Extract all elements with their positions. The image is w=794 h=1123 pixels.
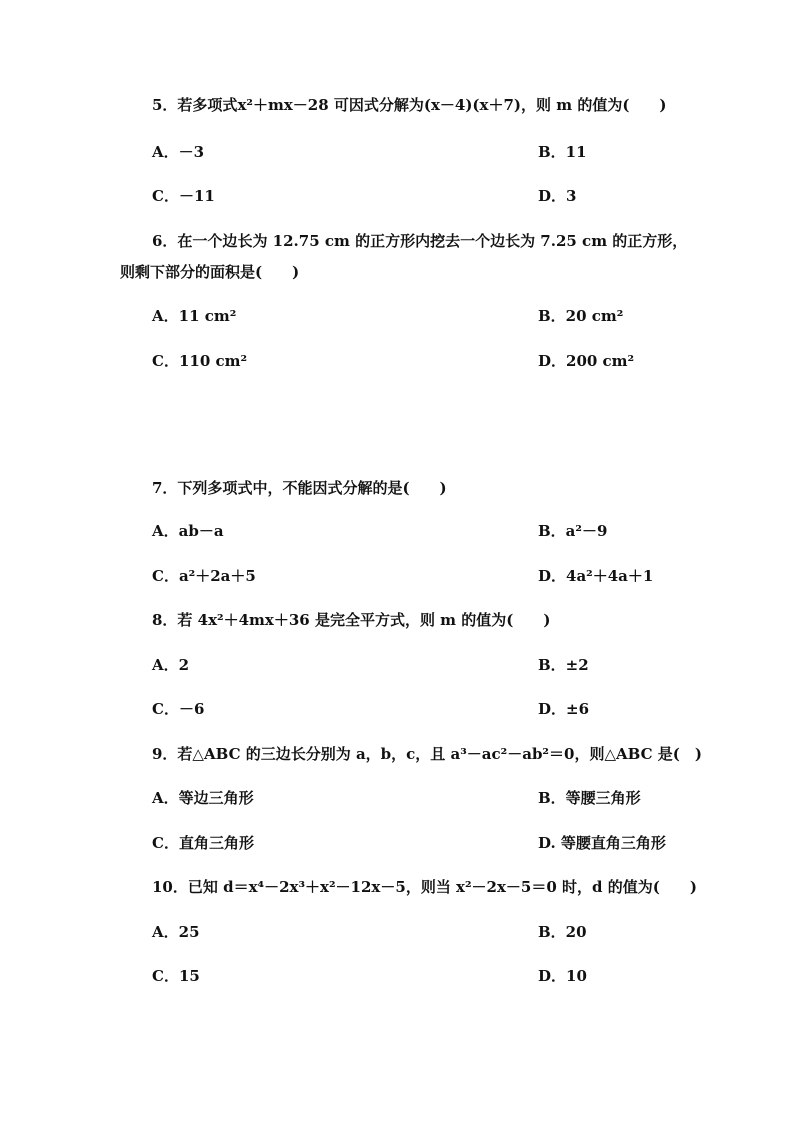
question-10-option-d: D．10 bbox=[538, 967, 587, 985]
question-5-option-a: A．－3 bbox=[152, 143, 205, 161]
question-9-option-c: C．直角三角形 bbox=[152, 834, 254, 852]
question-8-option-b: B．±2 bbox=[538, 656, 589, 674]
question-7-stem: 7．下列多项式中，不能因式分解的是( ) bbox=[152, 479, 447, 497]
question-7-option-c: C．a²＋2a＋5 bbox=[152, 567, 256, 585]
question-7-option-a: A．ab－a bbox=[152, 522, 224, 540]
question-9-stem: 9．若△ABC 的三边长分别为 a，b，c，且 a³－ac²－ab²＝0，则△ABC 是( ) bbox=[152, 745, 702, 763]
question-10-option-a: A．25 bbox=[152, 923, 200, 941]
question-9-option-d: D. 等腰直角三角形 bbox=[538, 834, 666, 852]
question-6-option-c: C．110 cm² bbox=[152, 352, 248, 370]
question-8-option-c: C．－6 bbox=[152, 700, 205, 718]
question-6-stem-continued: 则剩下部分的面积是( ) bbox=[120, 263, 300, 281]
question-6-option-d: D．200 cm² bbox=[538, 352, 635, 370]
question-10-option-c: C．15 bbox=[152, 967, 200, 985]
question-9-option-a: A．等边三角形 bbox=[152, 789, 254, 807]
question-6-option-a: A．11 cm² bbox=[152, 307, 237, 325]
question-8-option-d: D．±6 bbox=[538, 700, 590, 718]
question-5-stem: 5．若多项式x²＋mx－28 可因式分解为(x－4)(x＋7)，则 m 的值为( ) bbox=[152, 96, 667, 114]
question-7-option-d: D．4a²＋4a＋1 bbox=[538, 567, 654, 585]
question-5-option-d: D．3 bbox=[538, 187, 577, 205]
question-10-option-b: B．20 bbox=[538, 923, 587, 941]
question-8-option-a: A．2 bbox=[152, 656, 190, 674]
question-5-option-c: C．－11 bbox=[152, 187, 215, 205]
question-10-stem: 10．已知 d＝x⁴－2x³＋x²－12x－5，则当 x²－2x－5＝0 时，d 的值为( ) bbox=[152, 878, 697, 896]
question-5-option-b: B．11 bbox=[538, 143, 587, 161]
question-6-option-b: B．20 cm² bbox=[538, 307, 624, 325]
question-8-stem: 8．若 4x²＋4mx＋36 是完全平方式，则 m 的值为( ) bbox=[152, 611, 551, 629]
question-7-option-b: B．a²－9 bbox=[538, 522, 608, 540]
question-9-option-b: B．等腰三角形 bbox=[538, 789, 641, 807]
question-6-stem: 6．在一个边长为 12.75 cm 的正方形内挖去一个边长为 7.25 cm 的正方形， bbox=[152, 232, 688, 250]
